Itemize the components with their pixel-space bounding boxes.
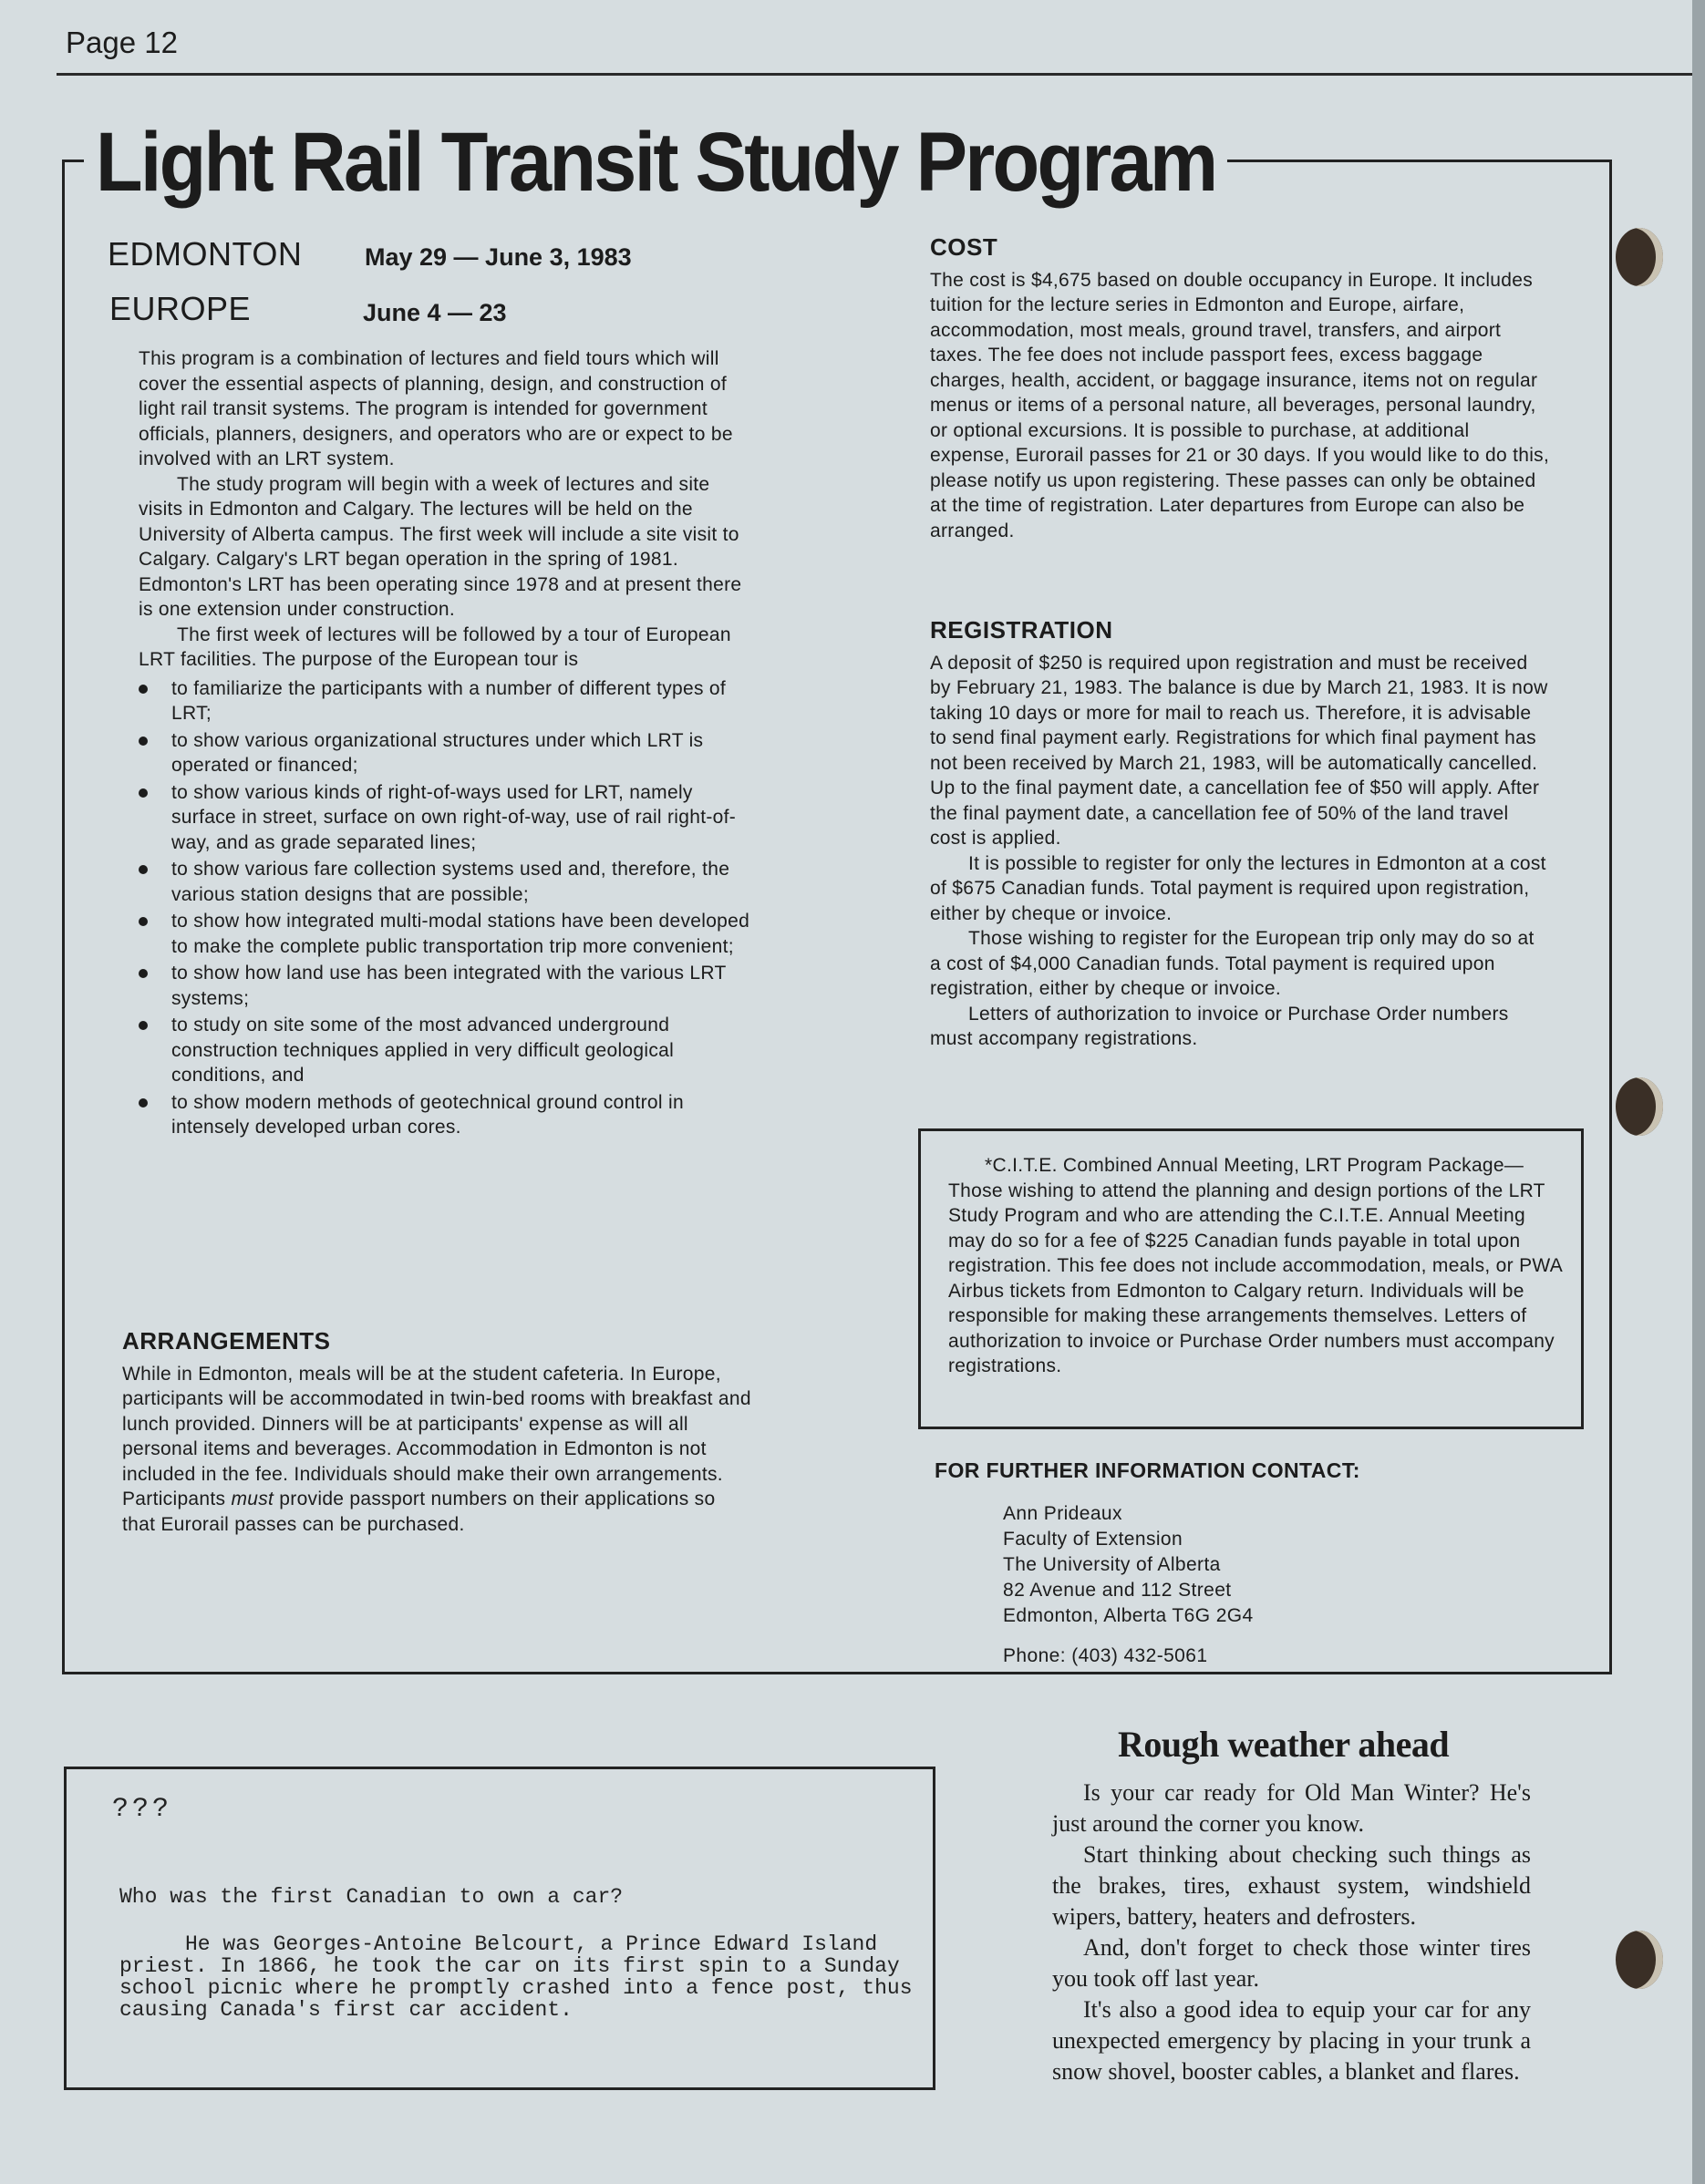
cost-text: The cost is $4,675 based on double occupancy in Europe. It includes tuition for the lecture series in Edmonton and Europe, airfare, accommodation, most meals, ground travel, transfers, and airport taxes. The fee does not include passport fees, excess baggage charges, health, accident, or baggage insurance, items not on regular menus or items of a personal nature, all beverages, personal laundry, or optional excursions. It is possible to purchase, at additional expense, Eurorail passes for 21 or 30 days. If you would like to do this, please notify us upon registering. These passes can only be obtained at the time of registration. Later departures from Europe can also be arranged. [930, 269, 1550, 541]
rough-weather-paragraph: Is your car ready for Old Man Winter? He's just around the corner you know. [1052, 1779, 1531, 1837]
bullet-icon [139, 788, 148, 798]
section-heading: ARRANGEMENTS [122, 1327, 331, 1355]
schedule-dates: May 29 — June 3, 1983 [365, 243, 632, 271]
rough-weather-paragraph: It's also a good idea to equip your car for any unexpected emergency by placing in your trunk a snow shovel, booster cables, a blanket and flares. [1052, 1996, 1531, 2085]
binder-hole [1616, 228, 1663, 286]
registration-paragraph: It is possible to register for only the lectures in Edmonton at a cost of $675 Canadian funds. Total payment is required upon registration, either by cheque or invoice. [930, 852, 1546, 924]
rough-weather-paragraph: Start thinking about checking such things as the brakes, tires, exhaust system, windshield wipers, battery, heaters and defrosters. [1052, 1841, 1531, 1930]
intro-column [139, 346, 759, 1142]
contact-line: The University of Alberta [1003, 1554, 1221, 1575]
bullet-icon [139, 917, 148, 926]
registration-paragraph: Those wishing to register for the European trip only may do so at a cost of $4,000 Canadian funds. Total payment is required upon registration, either by cheque or invoice. [930, 928, 1534, 999]
contact-line: Ann Prideaux [1003, 1503, 1122, 1524]
registration-paragraph: A deposit of $250 is required upon registration and must be received by February 21, 1983. The balance is due by March 21, 1983. It is now taking 10 days or more for mail to reach us. Therefore, it is advisable to send final payment early. Registrations for which final payment has not been received by March 21, 1983, will be automatically cancelled. Up to the final payment date, a cancellation fee of $50 will apply. After the final payment date, a cancellation fee of 50% of the land travel cost is applied. [930, 652, 1548, 849]
section-heading: FOR FURTHER INFORMATION CONTACT: [935, 1458, 1360, 1482]
binder-hole [1616, 1931, 1663, 1989]
rough-weather-title: Rough weather ahead [1118, 1724, 1450, 1765]
list-item: to familiarize the participants with a number of different types of LRT; [139, 676, 759, 726]
bullet-icon [139, 737, 148, 746]
top-rule [57, 73, 1698, 76]
list-item: to show how land use has been integrated with the various LRT systems; [139, 961, 759, 1011]
schedule-city: EUROPE [109, 290, 252, 327]
bullet-icon [139, 969, 148, 978]
binder-hole [1616, 1077, 1663, 1136]
schedule-city: EDMONTON [108, 235, 303, 273]
schedule-dates: June 4 — 23 [363, 299, 507, 326]
contact-line: Edmonton, Alberta T6G 2G4 [1003, 1605, 1254, 1626]
bullet-icon [139, 865, 148, 874]
intro-paragraph: The first week of lectures will be followed by a tour of European LRT facilities. The purpose of the European tour is [139, 623, 731, 670]
contact-line: 82 Avenue and 112 Street [1003, 1580, 1232, 1601]
trivia-box [64, 1767, 935, 2090]
contact-address [1003, 1501, 1555, 1669]
rough-weather-paragraph: And, don't forget to check those winter tires you took off last year. [1052, 1934, 1531, 1992]
contact-line: Faculty of Extension [1003, 1529, 1183, 1550]
page-number: Page 12 [66, 26, 178, 59]
section-heading: REGISTRATION [930, 616, 1113, 644]
intro-paragraph: The study program will begin with a week of lectures and site visits in Edmonton and Calgary. The lectures will be held on the University of Alberta campus. The first week will include a site visit to Calgary. Calgary's LRT began operation in the spring of 1981. Edmonton's LRT has been operating since 1978 and at present there is one extension under construction. [139, 473, 742, 620]
purpose-list [139, 676, 759, 1140]
bullet-icon [139, 1098, 148, 1107]
list-item: to study on site some of the most advanced underground construction techniques applied in very difficult geological conditions, and [139, 1013, 759, 1088]
list-item: to show modern methods of geotechnical ground control in intensely developed urban cores. [139, 1090, 759, 1140]
rough-weather-article [1052, 1777, 1531, 2087]
arrangements-section [122, 1329, 751, 1537]
page-edge [1692, 0, 1705, 2184]
trivia-question: Who was the first Canadian to own a car? [119, 1885, 624, 1909]
cost-section [930, 235, 1550, 543]
intro-paragraph: This program is a combination of lectures and field tours which will cover the essential aspects of planning, design, and construction of light rail transit systems. The program is intended for government officials, planners, designers, and operators who are or expect to be involved with an LRT system. [139, 348, 733, 469]
registration-paragraph: Letters of authorization to invoice or Purchase Order numbers must accompany registrations. [930, 1003, 1509, 1049]
bullet-icon [139, 1021, 148, 1030]
list-item: to show how integrated multi-modal stations have been developed to make the complete public transportation trip more convenient; [139, 909, 759, 959]
trivia-marks: ??? [112, 1794, 173, 1825]
registration-section [930, 618, 1550, 1052]
article-title: Light Rail Transit Study Program [84, 117, 1227, 208]
section-heading: COST [930, 233, 998, 261]
arrangements-text: While in Edmonton, meals will be at the student cafeteria. In Europe, participants will be accommodated in twin-bed rooms with breakfast and lunch provided. Dinners will be at participants' expense as will all personal items and beverages. Accommodation in Edmonton is not included in the fee. Individuals should make their own arrangements. Participants must provide passport numbers on their applications so that Eurorail passes can be purchased. [122, 1363, 751, 1535]
trivia-answer: He was Georges-Antoine Belcourt, a Prince Edward Island priest. In 1866, he took the car on its first spin to a Sunday school picnic where he promptly crashed into a fence post, thus causing Canada's first car accident. [119, 1932, 913, 2022]
contact-section [935, 1458, 1555, 1669]
cite-note-text: *C.I.T.E. Combined Annual Meeting, LRT Program Package—Those wishing to attend the planning and design portions of the LRT Study Program and who are attending the C.I.T.E. Annual Meeting may do so for a fee of $225 Canadian funds payable in total upon registration. This fee does not include accommodation, meals, or PWA Airbus tickets from Edmonton to Calgary return. Individuals will be responsible for making these arrangements themselves. Letters of authorization to invoice or Purchase Order numbers must accompany registrations. [948, 1155, 1562, 1376]
list-item: to show various kinds of right-of-ways used for LRT, namely surface in street, surface on own right-of-way, use of rail right-of-way, and as grade separated lines; [139, 780, 759, 856]
cite-note-box [918, 1128, 1584, 1429]
contact-phone: Phone: (403) 432-5061 [1003, 1645, 1208, 1666]
list-item: to show various organizational structures under which LRT is operated or financed; [139, 728, 759, 778]
bullet-icon [139, 685, 148, 694]
list-item: to show various fare collection systems used and, therefore, the various station designs that are possible; [139, 857, 759, 907]
